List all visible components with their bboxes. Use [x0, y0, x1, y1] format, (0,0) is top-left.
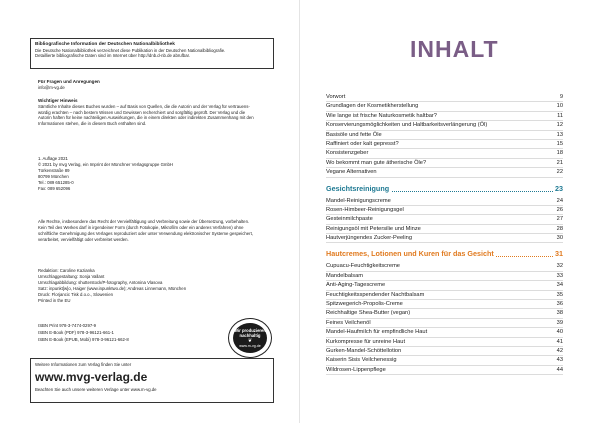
toc-entry-title: Anti-Aging-Tagescreme — [326, 282, 386, 289]
imprint-page — [0, 0, 299, 423]
edition-line: 1. Auflage 2021 — [38, 156, 68, 161]
publisher-url-link[interactable]: www.mvg-verlag.de — [35, 370, 148, 384]
toc-entry-title: Kurkompresse für unreine Haut — [326, 338, 406, 345]
table-of-contents — [326, 93, 563, 375]
rights-line: schriftliche Genehmigung des Verlages reproduziert oder unter Verwendung elektronischer Systeme gespeichert, — [38, 231, 253, 236]
toc-entry[interactable] — [326, 366, 563, 375]
toc-section-heading[interactable] — [326, 248, 563, 260]
toc-entry-title: Vorwort — [326, 94, 346, 100]
credits-line: Satz: inpunkt[w]o, Haiger (www.inpunktwo.de); Andreas Linnemann, München — [38, 286, 187, 291]
credits-line: Umschlaggestaltung: Sonja Vallant — [38, 274, 105, 279]
isbn-line: ISBN E-Book (PDF) 978-3-96121-661-1 — [38, 330, 114, 335]
isbn-line: ISBN Print 978-3-7474-0297-9 — [38, 323, 97, 328]
toc-entry[interactable] — [326, 102, 563, 111]
section-page-number: 31 — [555, 249, 563, 259]
toc-entry-page: 10 — [556, 103, 563, 110]
toc-entry-page: 22 — [556, 169, 563, 176]
credits-line: Printed in the EU — [38, 298, 71, 303]
toc-entry-title: Feuchtigkeitsspendender Nachtbalsam — [326, 291, 425, 298]
toc-entry-page: 40 — [556, 329, 563, 336]
toc-entry[interactable] — [326, 234, 563, 243]
toc-entry[interactable] — [326, 149, 563, 158]
badge-url: www.m-vg.de — [239, 344, 261, 349]
toc-entry-page: 24 — [556, 197, 563, 204]
contents-page — [300, 0, 600, 423]
toc-entry[interactable] — [326, 215, 563, 224]
toc-entry[interactable] — [326, 300, 563, 309]
toc-entry-page: 33 — [556, 272, 563, 279]
toc-entry-page: 11 — [557, 112, 563, 119]
toc-entry[interactable] — [326, 168, 563, 177]
questions-email: info@m-vg.de — [38, 85, 65, 90]
section-page-number: 23 — [555, 183, 563, 193]
toc-entry[interactable] — [326, 309, 563, 318]
rights-line: Kein Teil des Werkes darf in irgendeiner Form (durch Fotokopie, Mikrofilm oder ein anderes Verfahren) ohne — [38, 225, 244, 230]
toc-entry[interactable] — [326, 319, 563, 328]
toc-entry-title: Kaiserin Sisis Veilchenessig — [326, 357, 397, 364]
toc-entry-page: 39 — [556, 319, 563, 326]
toc-entry-page: 44 — [556, 366, 563, 373]
credits-line: Umschlagabbildung: shutterstock/P-fotography, Antonina Vlasova — [38, 280, 163, 285]
toc-entry-title: Rosen-Himbeer-Reinigungsgel — [326, 206, 404, 213]
badge-line: nachhaltig — [239, 332, 261, 338]
toc-entry-title: Raffiniert oder kalt gepresst? — [326, 140, 399, 147]
toc-entry[interactable] — [326, 328, 563, 337]
toc-entry[interactable] — [326, 356, 563, 365]
toc-entry-title: Wildrosen-Lippenpflege — [326, 366, 386, 373]
toc-entry-title: Wie lange ist frische Naturkosmetik haltbar? — [326, 112, 437, 119]
toc-entry-title: Reichhaltige Shea-Butter (vegan) — [326, 310, 411, 317]
toc-entry[interactable] — [326, 197, 563, 206]
sustainability-badge-seal — [233, 323, 267, 353]
toc-entry[interactable] — [326, 93, 563, 102]
web-box-intro: Weitere Informationen zum Verlag finden Sie unter — [35, 362, 132, 367]
toc-entry-page: 43 — [556, 357, 563, 364]
toc-entry-page: 12 — [556, 122, 563, 129]
toc-entry[interactable] — [326, 272, 563, 281]
notice-line: würdig erachten – nach bestem Wissen und Gewissen recherchiert und sorgfältig geprüft. Der Verlag und die — [38, 109, 246, 115]
toc-entry[interactable] — [326, 262, 563, 271]
bibliographic-info-title: Bibliografische Information der Deutschen Nationalbibliothek — [35, 42, 175, 47]
toc-entry-page: 32 — [556, 263, 563, 270]
sustainability-badge — [228, 318, 272, 358]
rights-line: verarbeitet, vervielfältigt oder verbreitet werden. — [38, 237, 129, 242]
toc-entry-page: 9 — [559, 94, 563, 100]
toc-entry-title: Mandel-Reinigungscreme — [326, 197, 391, 204]
toc-entry-title: Konsistenzgeber — [326, 150, 369, 157]
toc-entry-page: 21 — [556, 159, 563, 166]
isbn-line: ISBN E-Book (EPUB, Mobi) 978-3-96121-662-8 — [38, 337, 129, 342]
bibliographic-info-line: Die Deutsche Nationalbibliothek verzeichnet diese Publikation in der Deutschen Nationalbibliografie. — [35, 48, 226, 53]
toc-entry[interactable] — [326, 121, 563, 130]
credits-line: Redaktion: Caroline Kazianka — [38, 268, 95, 273]
web-box-note: Beachten Sie auch unsere weiteren Verlage unter www.m-vg.de — [35, 387, 157, 392]
toc-entry[interactable] — [326, 338, 563, 347]
badge-line: Wir produzieren — [234, 328, 266, 333]
section-entries — [326, 262, 563, 375]
toc-entry-title: Mandel-Haufmilch für empfindliche Haut — [326, 329, 428, 336]
notice-line: Informationen stehen, die in diesem Buch enthalten sind. — [38, 120, 147, 126]
edition-line: Türkenstraße 89 — [38, 168, 70, 173]
edition-line: 80799 München — [38, 174, 69, 179]
toc-entry[interactable] — [326, 140, 563, 149]
toc-entry-title: Gurken-Mandel-Schöttellotion — [326, 347, 402, 354]
toc-entry[interactable] — [326, 159, 563, 168]
toc-entry-page: 15 — [556, 140, 563, 147]
toc-entry-page: 34 — [556, 282, 563, 289]
toc-entry-page: 13 — [556, 131, 563, 138]
page-title: INHALT — [410, 36, 499, 62]
publisher-web-box — [30, 358, 274, 403]
intro-entries — [326, 93, 563, 178]
toc-entry-page: 35 — [556, 291, 563, 298]
toc-entry-title: Wo bekommt man gute ätherische Öle? — [326, 159, 427, 166]
toc-entry-page: 27 — [556, 216, 563, 223]
toc-entry-title: Gesteinmilchpaste — [326, 216, 373, 223]
toc-entry[interactable] — [326, 281, 563, 290]
notice-heading: Wichtiger Hinweis — [38, 98, 78, 103]
toc-entry-title: Cupuacu-Feuchtigkeitscreme — [326, 263, 400, 270]
toc-entry-page: 18 — [556, 150, 563, 157]
toc-entry[interactable] — [326, 225, 563, 234]
notice-line: Sämtliche Inhalte dieses Buches wurden – auf Basis von Quellen, die die Autorin und der Verlag für vertrauens- — [38, 104, 250, 109]
toc-entry[interactable] — [326, 291, 563, 300]
toc-entry-title: Grundlagen der Kosmetikherstellung — [326, 103, 419, 110]
bibliographic-info-line: Detaillierte bibliografische Daten sind im Internet über http://dnb.d-nb.de abrufbar. — [35, 53, 191, 59]
toc-entry[interactable] — [326, 347, 563, 356]
toc-entry-page: 38 — [556, 310, 563, 317]
edition-line: © 2021 by mvg Verlag, ein Imprint der Münchner Verlagsgruppe GmbH — [38, 162, 174, 167]
toc-entry[interactable] — [326, 131, 563, 140]
toc-entry-title: Vegane Alternativen — [326, 169, 377, 176]
toc-entry-page: 30 — [556, 235, 563, 242]
toc-section-heading[interactable] — [326, 183, 563, 195]
edition-line: Fax: 089 652096 — [38, 186, 71, 191]
questions-heading: Für Fragen und Anregungen — [38, 79, 100, 84]
rights-line: Alle Rechte, insbesondere das Recht der Vervielfältigung und Verbreitung sowie der Übersetzung, vorbehalten. — [38, 219, 250, 224]
section-title: Hautcremes, Lotionen und Kuren für das Gesicht — [326, 249, 494, 259]
toc-entry-title: Hautverjüngendes Zucker-Peeling — [326, 235, 412, 242]
toc-entry-title: Konservierungsmöglichkeiten und Haltbarkeitsverlängerung (Öl) — [326, 122, 488, 129]
toc-entry-page: 26 — [556, 206, 563, 213]
toc-entry-title: Reinigungsöl mit Petersilie und Minze — [326, 225, 421, 232]
toc-entry-title: Mandelbalsam — [326, 272, 363, 279]
credits-line: Druck: Florjancic Tisk d.o.o., Slowenien — [38, 292, 113, 297]
toc-entry-page: 42 — [556, 347, 563, 354]
toc-entry[interactable] — [326, 112, 563, 121]
toc-entry[interactable] — [326, 206, 563, 215]
toc-entry-page: 36 — [556, 301, 563, 308]
toc-entry-title: Spitzwegerich-Propolis-Creme — [326, 301, 403, 308]
bibliographic-info-box — [30, 38, 274, 69]
toc-entry-page: 28 — [556, 225, 563, 232]
edition-line: Tel.: 089 651285-0 — [38, 180, 74, 185]
section-entries — [326, 197, 563, 244]
section-title: Gesichtsreinigung — [326, 183, 390, 193]
leaf-icon: ❦ — [247, 338, 253, 345]
toc-entry-page: 41 — [556, 338, 563, 345]
notice-line: Autorin haften für keine nachteiligen Auswirkungen, die in einem direkten oder indirekten Zusammenhang mit den — [38, 115, 254, 120]
toc-entry-title: Basisöle und fette Öle — [326, 131, 382, 138]
toc-entry-title: Feines Veilchenöl — [326, 319, 371, 326]
